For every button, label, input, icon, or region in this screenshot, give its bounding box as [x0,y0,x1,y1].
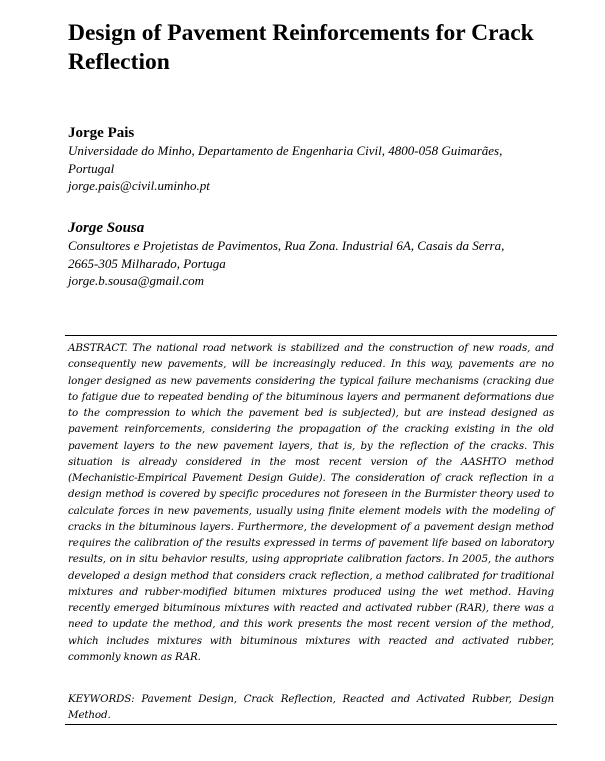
author-block-1 [68,124,568,195]
keywords-text: KEYWORDS: Pavement Design, Crack Reflection, Reacted and Activated Rubber, Design Method. [68,693,554,722]
author-block-2 [68,219,568,290]
author-email: jorge.b.sousa@gmail.com [68,273,205,288]
author-name: Jorge Sousa [68,220,145,236]
paper-title: Design of Pavement Reinforcements for Crack Reflection [68,20,534,75]
author-affiliation-continued: 2665-305 Milharado, Portuga [68,255,226,271]
abstract-bottom-rule [65,724,557,725]
abstract-top-rule [65,335,557,336]
author-email: jorge.pais@civil.uminho.pt [68,178,210,193]
author-name: Jorge Pais [68,125,135,141]
author-affiliation: Universidade do Minho, Departamento de Engenharia Civil, 4800-058 Guimarães, [68,143,503,158]
author-affiliation: Consultores e Projetistas de Pavimentos, Rua Zona. Industrial 6A, Casais da Serra, [68,238,505,253]
abstract-text: ABSTRACT. The national road network is stabilized and the construction of new roads, and consequently new pavements, will be increasingly reduced. In this way, pavements are no longer designed as new pavements considering the typical failure mechanisms (cracking due to fatigue due to repeated bending of the bituminous layers and permanent deformations due to the compression to which the pavement bed is subjected), but are instead designed as pavement reinforcements, considering the propagation of the cracking existing in the old pavement layers to the new pavement layers, that is, by the reflection of the cracks. This situation is already considered in the most recent version of the AASHTO method (Mechanistic-Empirical Pavement Design Guide). The consideration of crack reflection in a design method is covered by specific procedures not foreseen in the Burmister theory used to calculate forces in new pavements, usually using finite element models with the modeling of cracks in the bituminous layers. Furthermore, the development of a pavement design method requires the calibration of the results expressed in terms of pavement life based on laboratory results, on in situ behavior results, using appropriate calibration factors. In 2005, the authors developed a design method that considers crack reflection, a method calibrated for traditional mixtures and rubber-modified bitumen mixtures produced using the wet method. Having recently emerged bituminous mixtures with reacted and activated rubber (RAR), there was a need to update the method, and this work presents the most recent version of the method, which includes mixtures with bituminous mixtures with reacted and activated rubber, commonly known as RAR. [68,342,554,663]
author-affiliation-continued: Portugal [68,160,115,176]
